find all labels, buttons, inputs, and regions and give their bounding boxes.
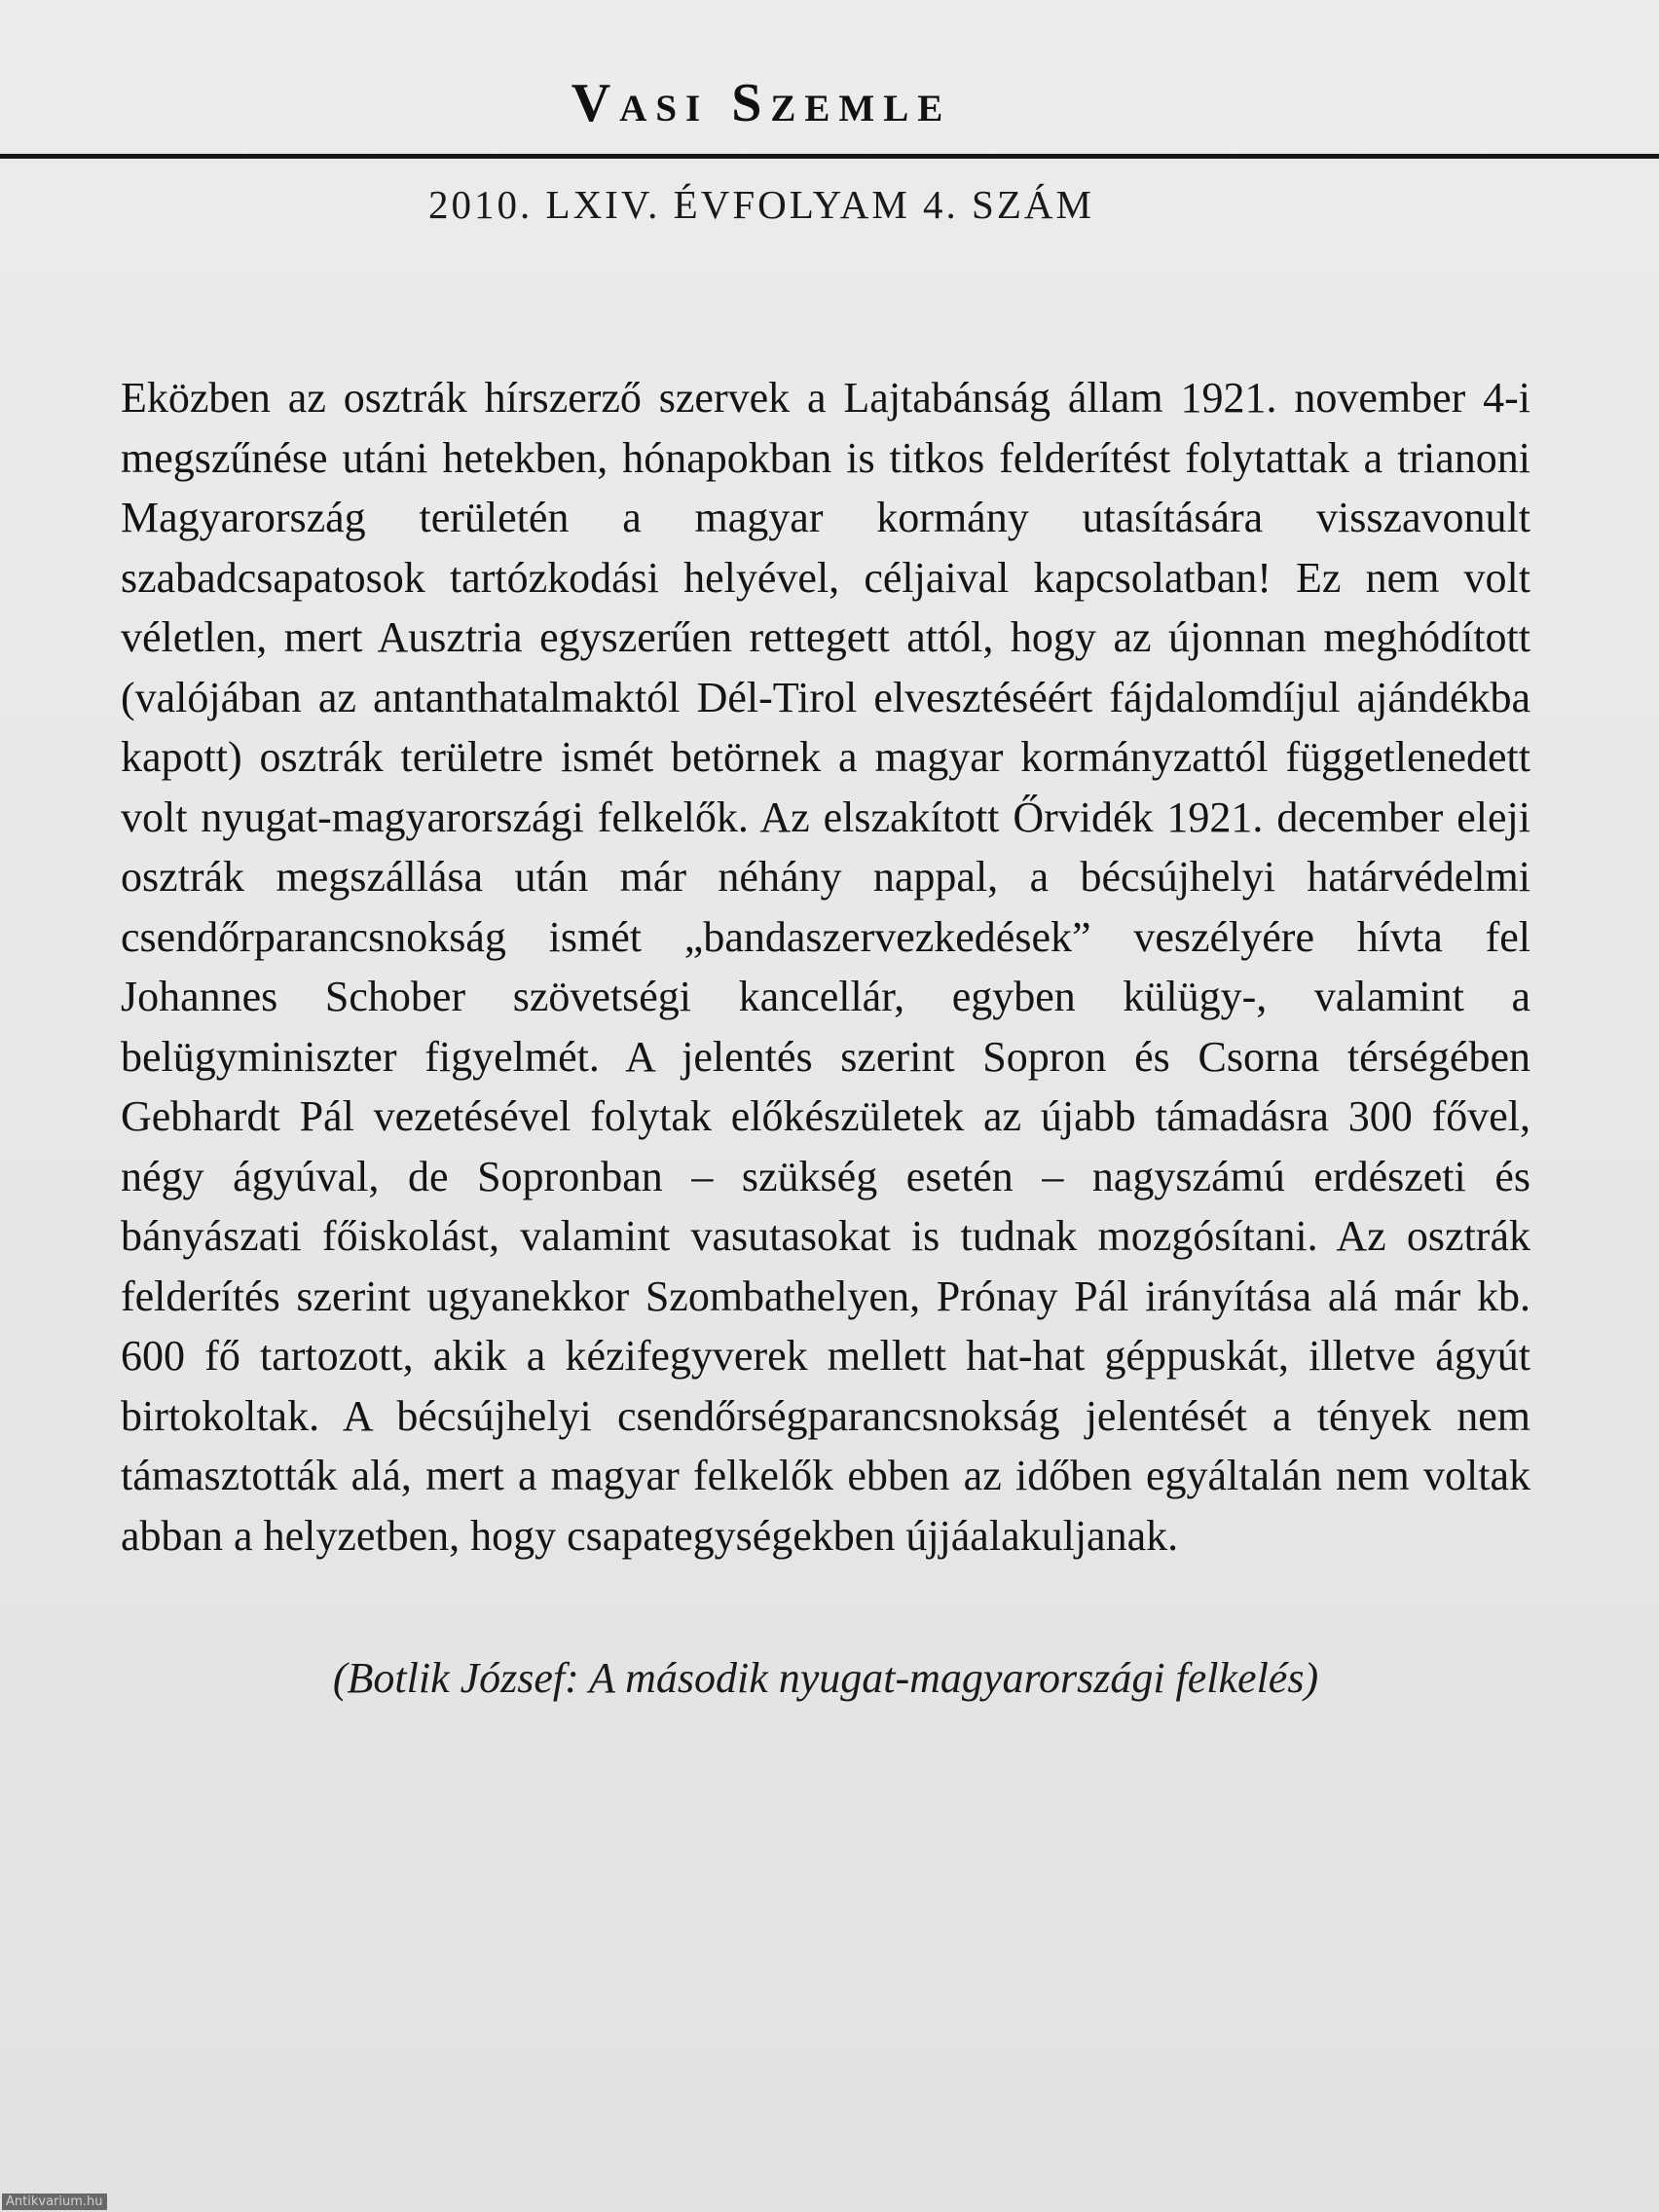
issue-line — [0, 181, 1659, 228]
header-rule — [0, 154, 1659, 159]
journal-title: Vasi Szemle — [571, 73, 952, 133]
issue-label: 2010. LXIV. ÉVFOLYAM 4. SZÁM — [428, 182, 1094, 227]
citation-text: (Botlik József: A második nyugat-magyarországi felkelés) — [332, 1654, 1319, 1702]
citation — [0, 1653, 1659, 1703]
article-paragraph: Eközben az osztrák hírszerző szervek a Lajtabánság állam 1921. november 4-i megszűnése utáni hetekben, hónapokban is titkos felderítést folytattak a trianoni Magyarország területén a magyar kormány utasítására visszavonult szabadcsapatosok tartózkodási helyével, céljaival kapcsolatban! Ez nem volt véletlen, mert Ausztria egyszerűen rettegett attól, hogy az újonnan meghódított (valójában az antanthatalmaktól Dél-Tirol elvesztéséért fájdalomdíjul ajándékba kapott) osztrák területre ismét betörnek a magyar kormányzattól függetlenedett volt nyugat-magyarországi felkelők. Az elszakított Őrvidék 1921. december eleji osztrák megszállása után már néhány nappal, a bécsújhelyi határvédelmi csendőrparancsnokság ismét „bandaszervezkedések” veszélyére hívta fel Johannes Schober szövetségi kancellár, egyben külügy-, valamint a belügyminiszter figyelmét. A jelentés szerint Sopron és Csorna térségében Gebhardt Pál vezetésével folytak előkészületek az újabb támadásra 300 fővel, négy ágyúval, de Sopronban – szükség esetén – nagyszámú erdészeti és bányászati főiskolást, valamint vasutasokat is tudnak mozgósítani. Az osztrák felderítés szerint ugyanekkor Szombathelyen, Prónay Pál irányítása alá már kb. 600 fő tartozott, akik a kézifegyverek mellett hat-hat géppuskát, illetve ágyút birtokoltak. A bécsújhelyi csendőrségparancsnokság jelentését a tények nem támasztották alá, mert a magyar felkelők ebben az időben egyáltalán nem voltak abban a helyzetben, hogy csapategységekben újjáalakuljanak. — [121, 374, 1530, 1560]
watermark: Antikvarium.hu — [2, 2194, 107, 2210]
masthead — [0, 73, 1659, 133]
